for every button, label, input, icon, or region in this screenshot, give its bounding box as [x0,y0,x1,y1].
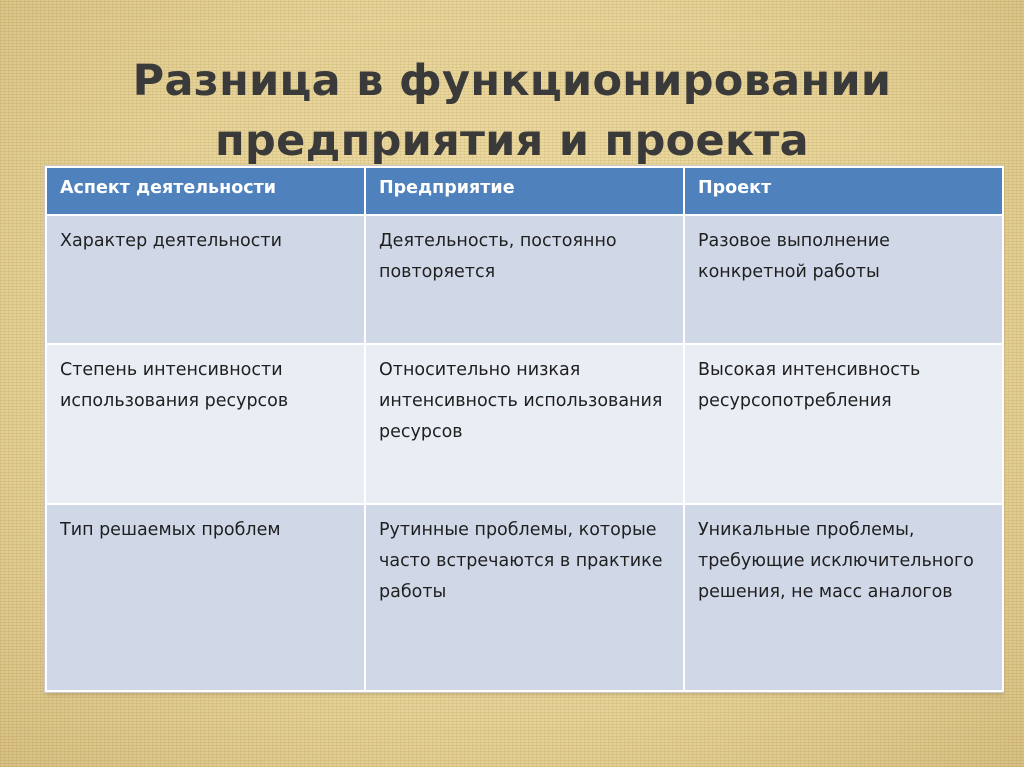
cell-enterprise: Относительно низкая интенсивность использования ресурсов [365,344,684,504]
cell-project: Уникальные проблемы, требующие исключительного решения, не масс аналогов [684,504,1003,691]
table-row [46,504,1003,691]
slide-title-line-1: Разница в функционировании [132,55,892,106]
cell-aspect: Тип решаемых проблем [46,504,365,691]
cell-aspect: Степень интенсивности использования ресурсов [46,344,365,504]
cell-enterprise: Деятельность, постоянно повторяется [365,215,684,344]
slide-title [0,51,1024,171]
cell-project: Разовое выполнение конкретной работы [684,215,1003,344]
comparison-table [45,166,1004,692]
header-aspect: Аспект деятельности [46,167,365,215]
comparison-table-container [45,166,1002,692]
table-row [46,344,1003,504]
table-header-row [46,167,1003,215]
cell-enterprise: Рутинные проблемы, которые часто встречаются в практике работы [365,504,684,691]
cell-project: Высокая интенсивность ресурсопотребления [684,344,1003,504]
slide-title-line-2: предприятия и проекта [215,115,809,166]
table-row [46,215,1003,344]
cell-aspect: Характер деятельности [46,215,365,344]
header-enterprise: Предприятие [365,167,684,215]
header-project: Проект [684,167,1003,215]
